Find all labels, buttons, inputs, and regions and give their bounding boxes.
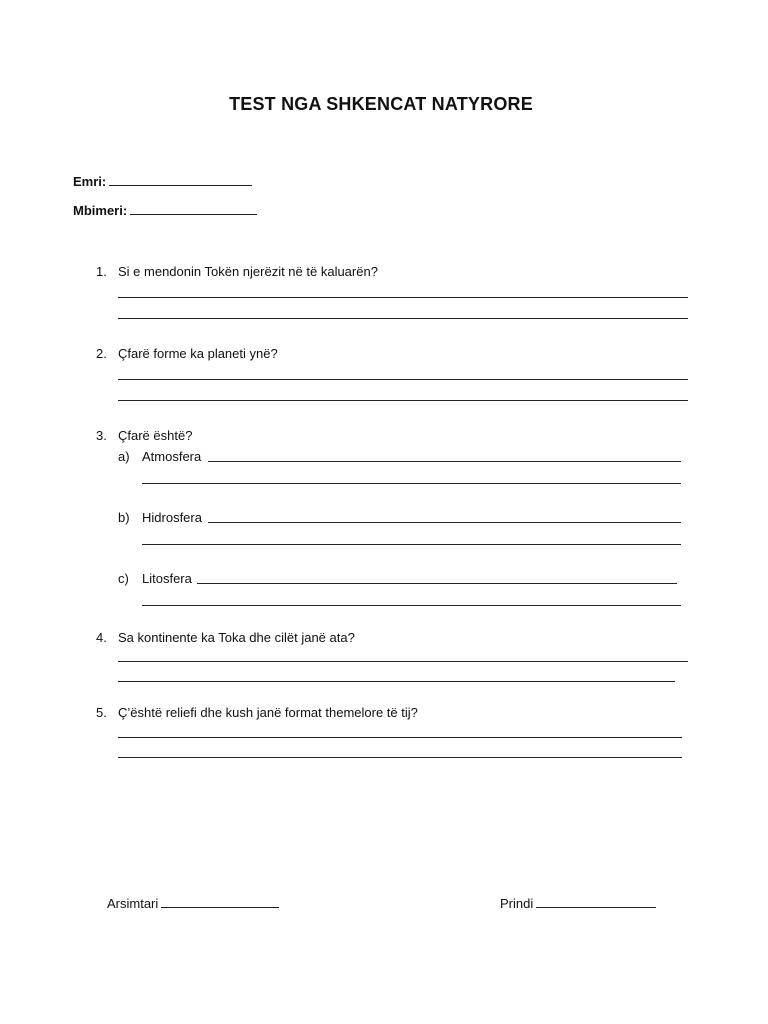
parent-label: Prindi xyxy=(500,896,534,911)
subquestion-a xyxy=(118,449,201,464)
subquestion-b xyxy=(118,510,202,525)
subquestion-letter: c) xyxy=(118,571,129,586)
question-1 xyxy=(96,264,378,279)
answer-line[interactable] xyxy=(142,544,681,545)
question-number: 5. xyxy=(96,705,107,720)
surname-label: Mbimeri: xyxy=(73,203,128,218)
parent-signature[interactable] xyxy=(500,895,656,911)
question-4 xyxy=(96,630,355,645)
question-3 xyxy=(96,428,192,443)
question-text: Sa kontinente ka Toka dhe cilët janë ata? xyxy=(118,630,355,645)
answer-line[interactable] xyxy=(118,737,682,738)
subquestion-letter: a) xyxy=(118,449,130,464)
answer-line[interactable] xyxy=(118,297,688,298)
page-title: TEST NGA SHKENCAT NATYRORE xyxy=(229,94,533,114)
answer-line[interactable] xyxy=(208,461,681,462)
teacher-signature[interactable] xyxy=(107,895,279,911)
answer-line[interactable] xyxy=(118,400,688,401)
question-text: Si e mendonin Tokën njerëzit në të kaluarën? xyxy=(118,264,378,279)
question-text: Ç’është relieﬁ dhe kush janë format themelore të tij? xyxy=(118,705,418,720)
teacher-signature-blank[interactable] xyxy=(161,895,279,908)
subquestion-c xyxy=(118,571,192,586)
name-field[interactable] xyxy=(73,173,252,189)
question-number: 2. xyxy=(96,346,107,361)
answer-line[interactable] xyxy=(118,318,688,319)
subquestion-text: Atmosfera xyxy=(142,449,202,464)
question-5 xyxy=(96,705,418,720)
subquestion-letter: b) xyxy=(118,510,130,525)
answer-line[interactable] xyxy=(197,583,677,584)
answer-line[interactable] xyxy=(142,605,681,606)
teacher-label: Arsimtari xyxy=(107,896,159,911)
name-blank[interactable] xyxy=(109,173,252,186)
surname-blank[interactable] xyxy=(130,202,257,215)
subquestion-text: Litosfera xyxy=(142,571,192,586)
name-label: Emri: xyxy=(73,174,107,189)
question-text: Çfarë është? xyxy=(118,428,193,443)
question-number: 4. xyxy=(96,630,107,645)
parent-signature-blank[interactable] xyxy=(536,895,656,908)
answer-line[interactable] xyxy=(208,522,681,523)
question-text: Çfarë forme ka planeti ynë? xyxy=(118,346,278,361)
answer-line[interactable] xyxy=(142,483,681,484)
question-number: 1. xyxy=(96,264,107,279)
question-number: 3. xyxy=(96,428,107,443)
answer-line[interactable] xyxy=(118,379,688,380)
subquestion-text: Hidrosfera xyxy=(142,510,202,525)
answer-line[interactable] xyxy=(118,757,682,758)
answer-line[interactable] xyxy=(118,681,675,682)
surname-field[interactable] xyxy=(73,202,257,218)
answer-line[interactable] xyxy=(118,661,688,662)
question-2 xyxy=(96,346,278,361)
